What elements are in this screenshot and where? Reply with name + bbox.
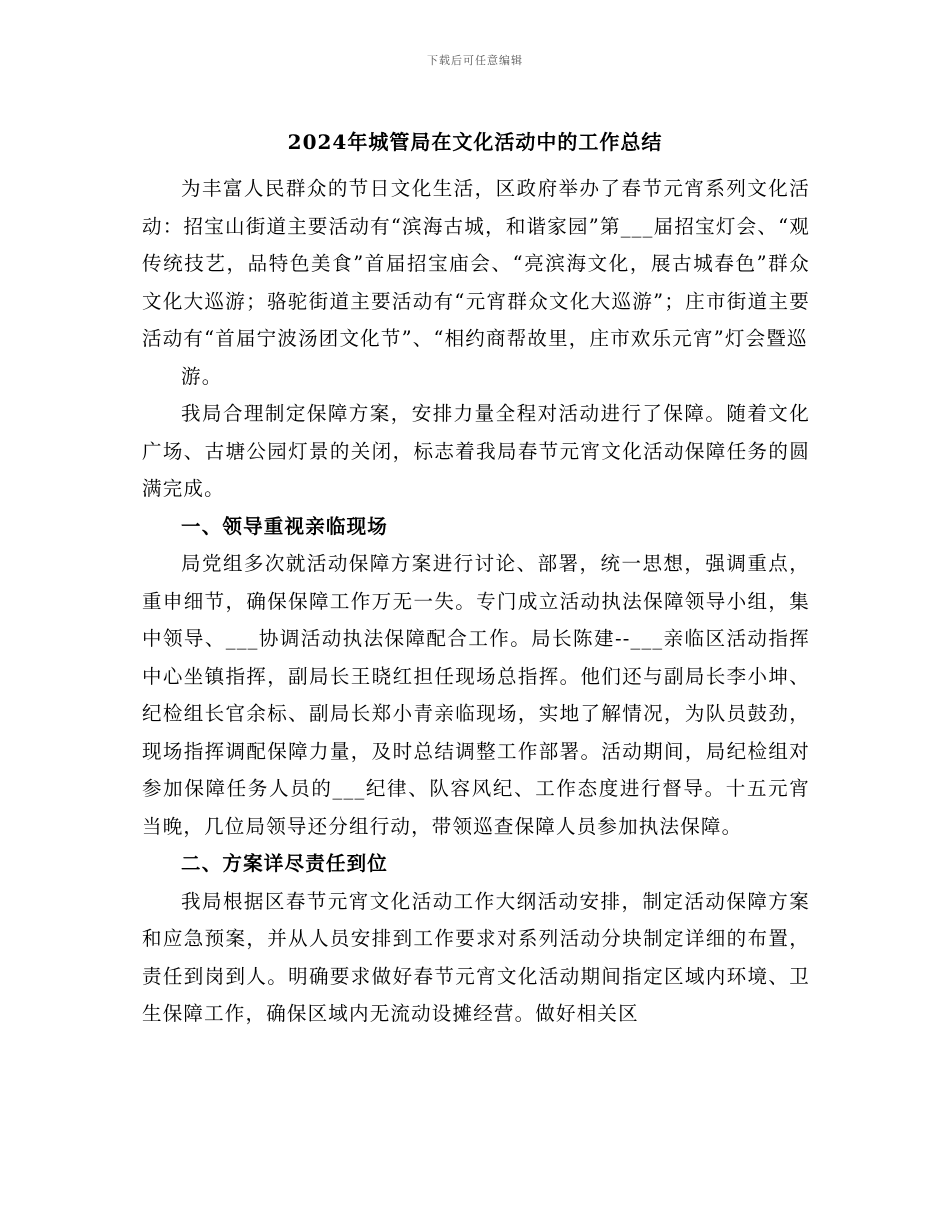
- page-header-note: 下载后可任意编辑: [427, 54, 523, 67]
- paragraph-section-1: 局党组多次就活动保障方案进行讨论、部署，统一思想，强调重点，重申细节，确保保障工作万无一失。专门成立活动执法保障领导小组，集中领导、___协调活动执法保障配合工作。局长陈建--___亲临区活动指挥中心坐镇指挥，副局长王晓红担任现场总指挥。他们还与副局长李小坤、纪检组长官余标、副局长郑小青亲临现场，实地了解情况，为队员鼓劲，现场指挥调配保障力量，及时总结调整工作部署。活动期间，局纪检组对参加保障任务人员的___纪律、队容风纪、工作态度进行督导。十五元宵当晚，几位局领导还分组行动，带领巡查保障人员参加执法保障。: [142, 552, 810, 838]
- paragraph-section-2: 我局根据区春节元宵文化活动工作大纲活动安排，制定活动保障方案和应急预案，并从人员安排到工作要求对系列活动分块制定详细的布置，责任到岗到人。明确要求做好春节元宵文化活动期间指定区域内环境、卫生保障工作，确保区域内无流动设摊经营。做好相关区: [142, 889, 810, 1025]
- section-heading-1: 一、领导重视亲临现场: [181, 514, 389, 538]
- document-body: [142, 170, 810, 1033]
- document-title: 2024年城管局在文化活动中的工作总结: [287, 130, 663, 154]
- paragraph-overview: 我局合理制定保障方案，安排力量全程对活动进行了保障。随着文化广场、古塘公园灯景的关闭，标志着我局春节元宵文化活动保障任务的圆满完成。: [142, 402, 810, 500]
- paragraph-intro-continuation: 游。: [181, 364, 223, 388]
- section-heading-2: 二、方案详尽责任到位: [181, 852, 389, 875]
- paragraph-intro: 为丰富人民群众的节日文化生活，区政府举办了春节元宵系列文化活动：招宝山街道主要活动有“滨海古城，和谐家园”第___届招宝灯会、“观传统技艺，品特色美食”首届招宝庙会、“亮滨海文化，展古城春色”群众文化大巡游；骆驼街道主要活动有“元宵群众文化大巡游”；庄市街道主要活动有“首届宁波汤团文化节”、“相约商帮故里，庄市欢乐元宵”灯会暨巡: [142, 177, 810, 350]
